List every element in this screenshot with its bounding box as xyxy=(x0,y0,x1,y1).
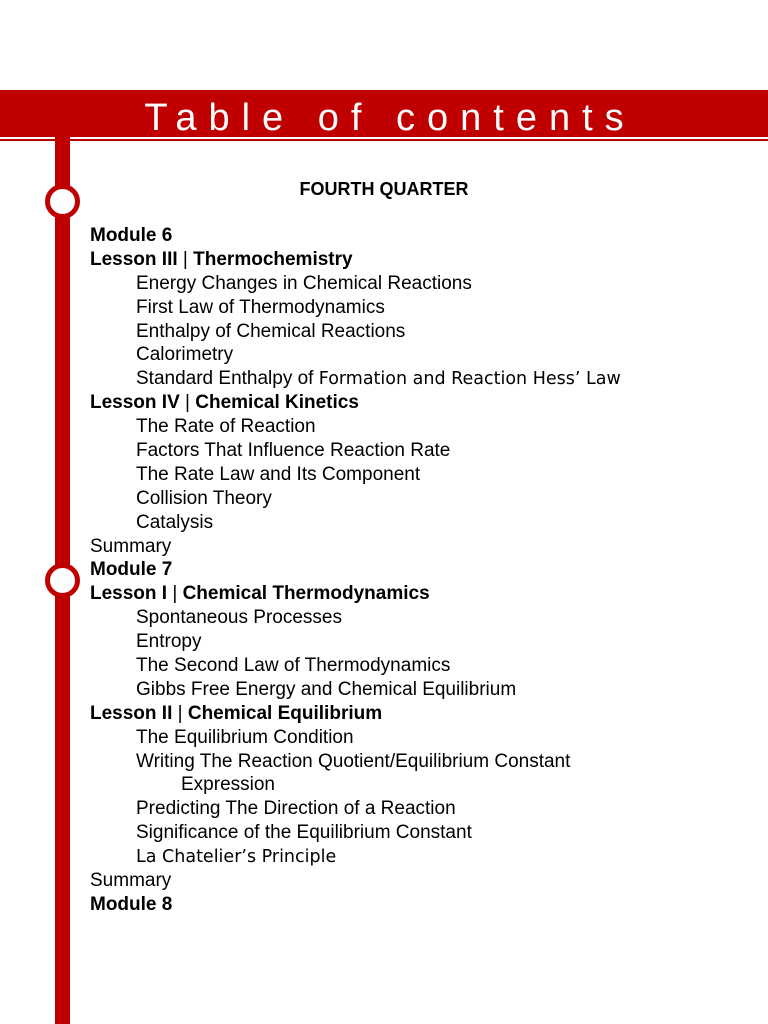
timeline-marker-circle xyxy=(45,563,80,598)
toc-item: First Law of Thermodynamics xyxy=(136,296,385,318)
separator: | xyxy=(177,702,183,724)
lesson-title: Chemical Thermodynamics xyxy=(182,583,430,605)
toc-lesson-heading xyxy=(90,248,621,272)
toc-item-part: Formation and Reaction Hess’ Law xyxy=(318,369,621,390)
toc-item: Writing The Reaction Quotient/Equilibrium Constant xyxy=(136,750,571,772)
toc-item: Gibbs Free Energy and Chemical Equilibrium xyxy=(136,678,517,700)
lesson-number: Lesson I xyxy=(90,583,168,605)
toc-list xyxy=(90,224,621,917)
toc-item xyxy=(90,367,621,391)
toc-item: Predicting The Direction of a Reaction xyxy=(136,798,456,820)
lesson-title: Thermochemistry xyxy=(193,248,353,270)
toc-lesson-heading xyxy=(90,391,621,415)
toc-item: Entropy xyxy=(136,631,202,653)
toc-item: Spontaneous Processes xyxy=(136,607,342,629)
toc-lesson-heading xyxy=(90,582,621,606)
lesson-number: Lesson III xyxy=(90,248,178,270)
toc-item: The Second Law of Thermodynamics xyxy=(136,655,451,677)
toc-item: Energy Changes in Chemical Reactions xyxy=(136,272,472,294)
toc-item: The Equilibrium Condition xyxy=(136,726,354,748)
page-title: Table of contents xyxy=(144,97,636,139)
toc-summary: Summary xyxy=(90,535,172,557)
toc-item xyxy=(90,845,621,869)
toc-item: Calorimetry xyxy=(136,344,234,366)
separator: | xyxy=(172,583,178,605)
toc-item-continuation: Expression xyxy=(181,774,275,796)
toc-item-part: Standard Enthalpy of xyxy=(136,368,319,390)
toc-item: Factors That Influence Reaction Rate xyxy=(136,440,451,462)
toc-lesson-heading xyxy=(90,702,621,726)
toc-item: Collision Theory xyxy=(136,487,272,509)
toc-item: Catalysis xyxy=(136,511,214,533)
toc-item-text: La Chatelier’s Principle xyxy=(136,847,337,868)
toc-item: Significance of the Equilibrium Constant xyxy=(136,822,472,844)
toc-module-heading: Module 6 xyxy=(90,225,173,246)
lesson-number: Lesson IV xyxy=(90,392,180,414)
lesson-number: Lesson II xyxy=(90,702,173,724)
lesson-title: Chemical Equilibrium xyxy=(187,702,383,724)
toc-module-heading: Module 8 xyxy=(90,893,173,915)
quarter-heading: FOURTH QUARTER xyxy=(299,179,469,199)
toc-item: The Rate of Reaction xyxy=(136,416,316,438)
separator: | xyxy=(185,392,190,414)
toc-item: The Rate Law and Its Component xyxy=(136,463,421,485)
separator: | xyxy=(182,248,188,270)
toc-module-heading: Module 7 xyxy=(90,559,173,581)
toc-item: Enthalpy of Chemical Reactions xyxy=(136,320,406,342)
toc-summary: Summary xyxy=(90,870,172,892)
lesson-title: Chemical Kinetics xyxy=(195,392,359,414)
